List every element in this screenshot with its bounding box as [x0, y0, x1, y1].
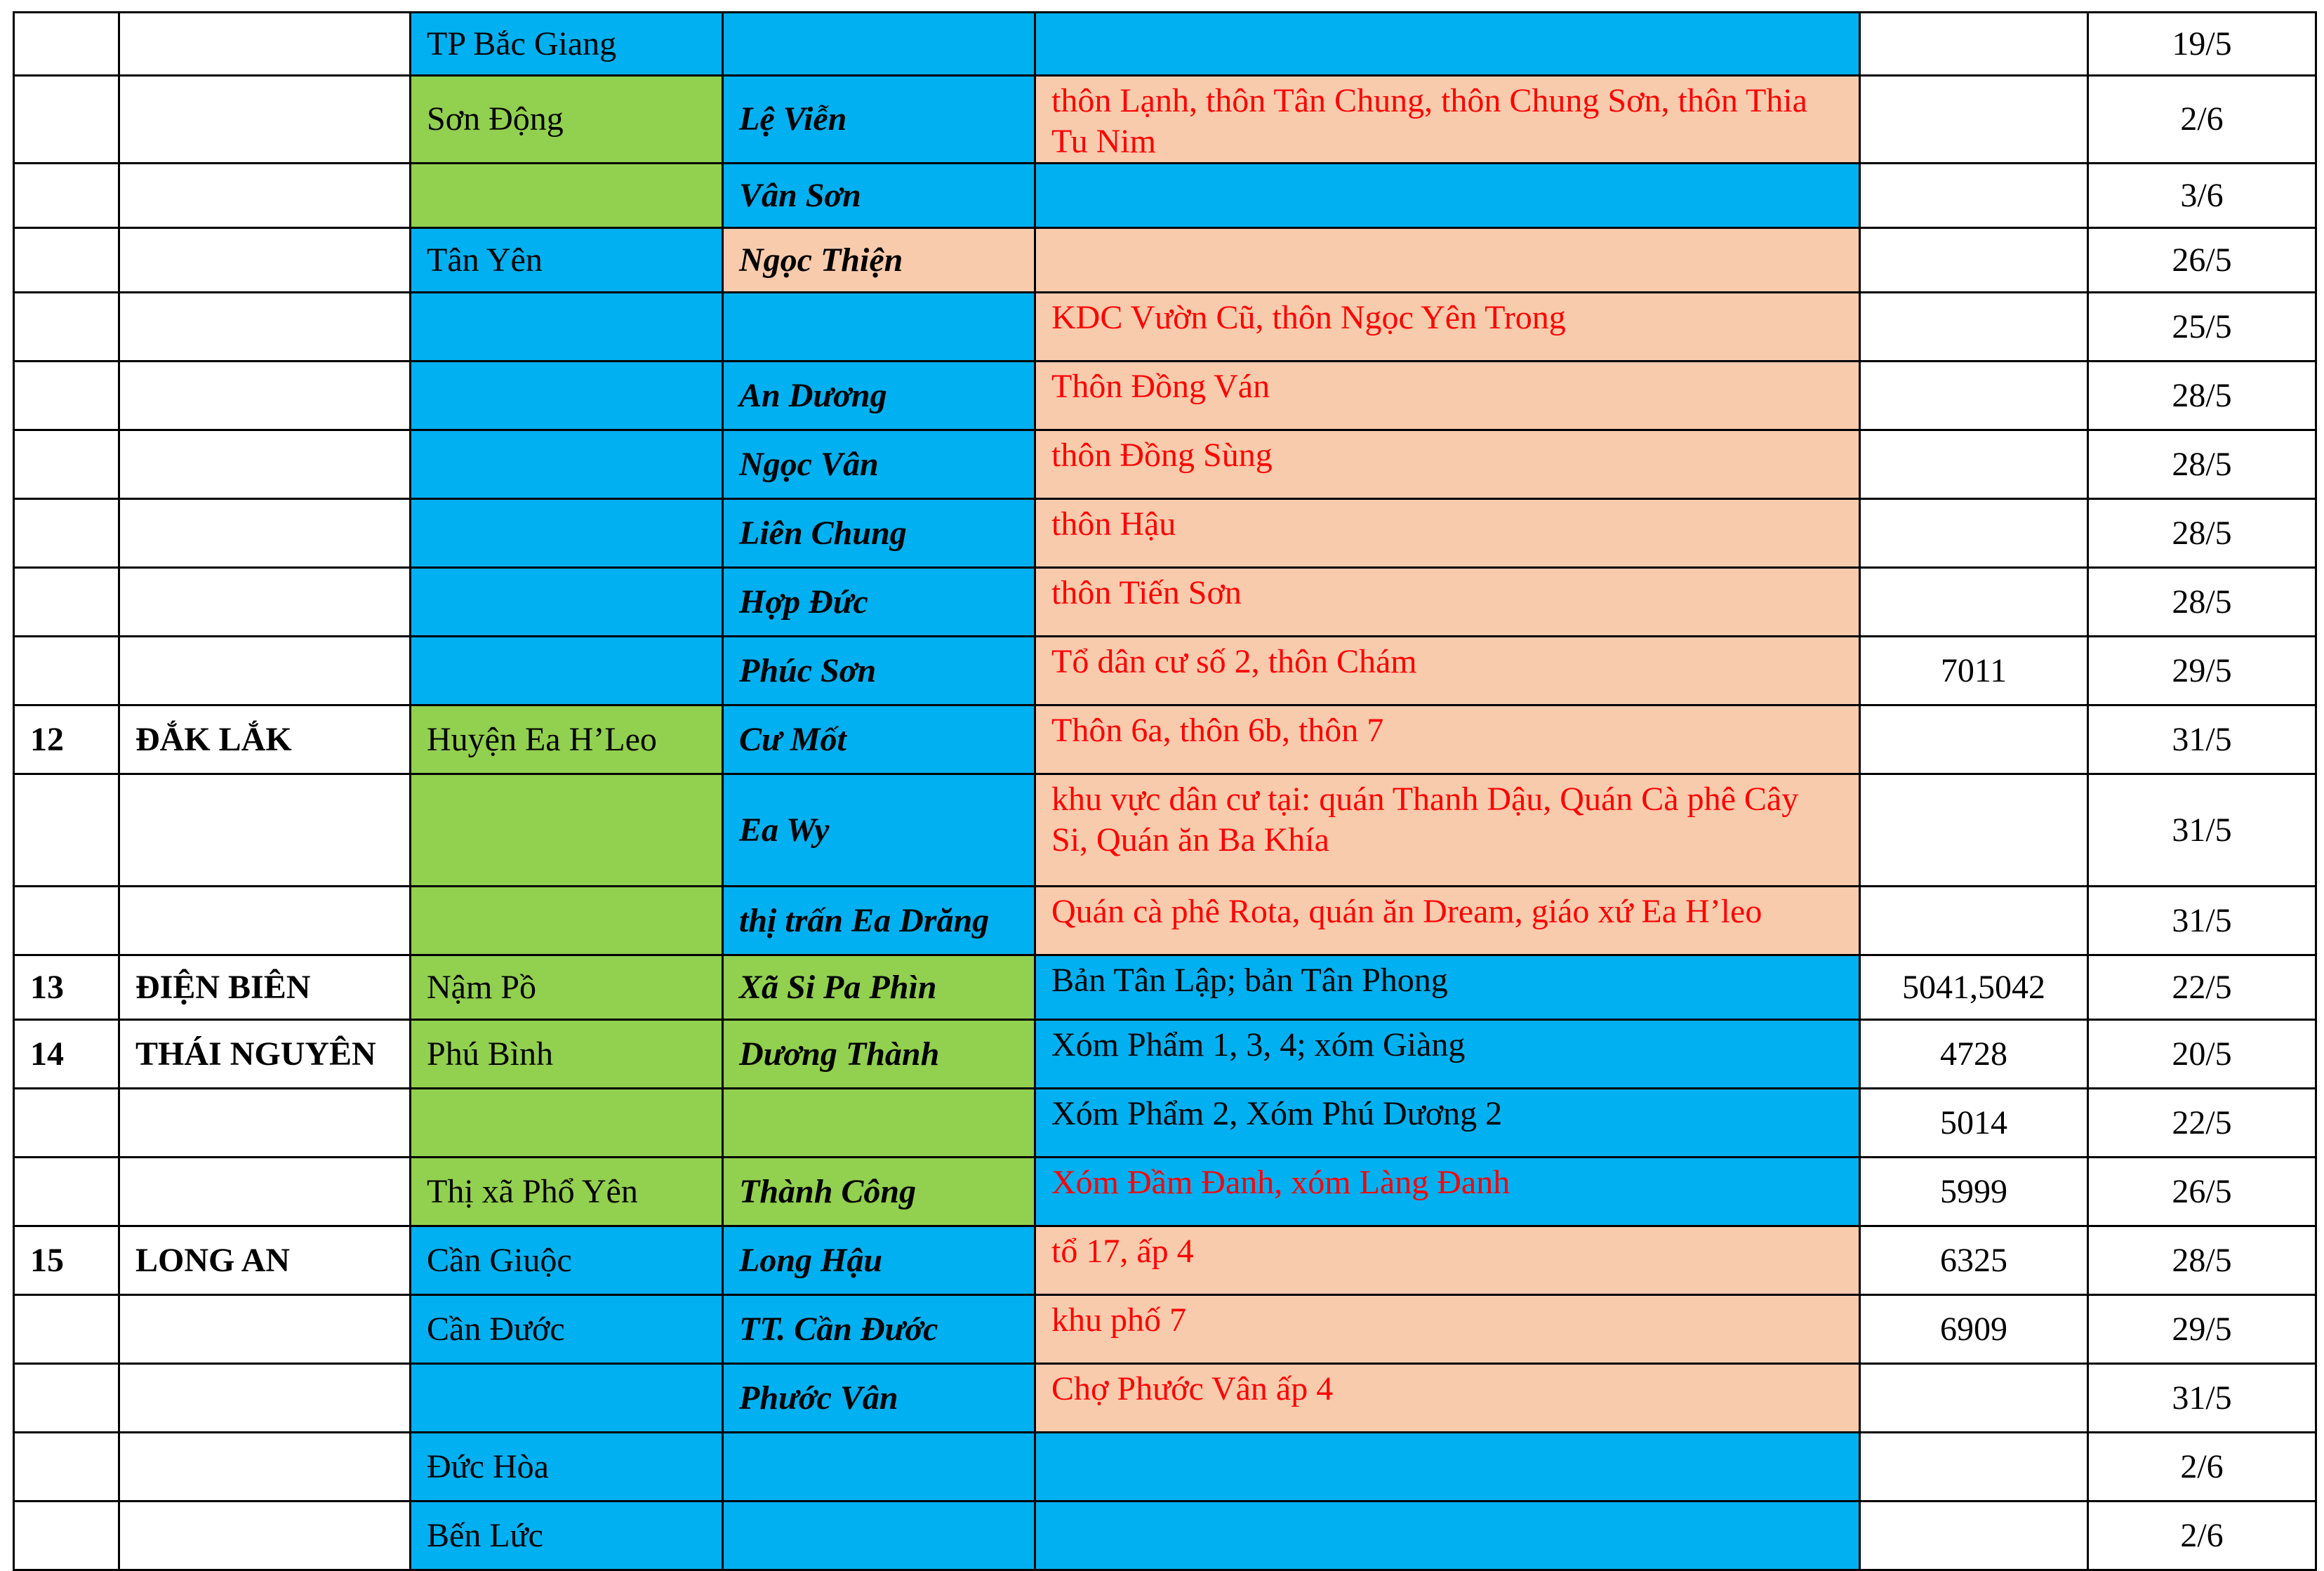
cell-locations: Tổ dân cư số 2, thôn Chám — [1035, 637, 1860, 705]
table-row — [14, 228, 2316, 293]
cell-province — [119, 1089, 411, 1158]
cell-locations: tổ 17, ấp 4 — [1035, 1226, 1860, 1295]
cell-case-code — [1860, 293, 2088, 362]
cell-commune: Ea Wy — [723, 774, 1035, 887]
cell-locations: Quán cà phê Rota, quán ăn Dream, giáo xứ Ea H’leo — [1035, 887, 1860, 955]
cell-commune — [723, 1089, 1035, 1158]
table-row — [14, 637, 2316, 705]
cell-date: 20/5 — [2088, 1020, 2316, 1089]
table-row — [14, 1089, 2316, 1158]
cell-case-code — [1860, 13, 2088, 76]
cell-commune: Dương Thành — [723, 1020, 1035, 1089]
cell-stt — [14, 568, 119, 637]
cell-date: 2/6 — [2088, 1502, 2316, 1570]
cell-province — [119, 76, 411, 164]
table-row — [14, 568, 2316, 637]
cell-locations: Xóm Đầm Đanh, xóm Làng Đanh — [1035, 1158, 1860, 1226]
cell-district: Tân Yên — [411, 228, 723, 293]
cell-date: 19/5 — [2088, 13, 2316, 76]
cell-date: 22/5 — [2088, 1089, 2316, 1158]
cell-commune: Ngọc Thiện — [723, 228, 1035, 293]
cell-stt — [14, 1089, 119, 1158]
table-row — [14, 362, 2316, 430]
cell-commune: Lệ Viễn — [723, 76, 1035, 164]
cell-date: 28/5 — [2088, 430, 2316, 499]
cell-district — [411, 568, 723, 637]
table-row — [14, 13, 2316, 76]
cell-case-code — [1860, 887, 2088, 955]
cell-district: Thị xã Phổ Yên — [411, 1158, 723, 1226]
table-row — [14, 1158, 2316, 1226]
cell-province: ĐIỆN BIÊN — [119, 955, 411, 1020]
cell-province — [119, 164, 411, 228]
cell-district — [411, 499, 723, 568]
cell-locations: KDC Vườn Cũ, thôn Ngọc Yên Trong — [1035, 293, 1860, 362]
table-row — [14, 955, 2316, 1020]
cell-stt — [14, 1364, 119, 1433]
cell-district: Cần Giuộc — [411, 1226, 723, 1295]
cell-date: 26/5 — [2088, 228, 2316, 293]
cell-province — [119, 1502, 411, 1570]
cell-stt — [14, 499, 119, 568]
cell-district — [411, 1364, 723, 1433]
cell-commune: Xã Si Pa Phìn — [723, 955, 1035, 1020]
cell-stt: 14 — [14, 1020, 119, 1089]
cell-commune: Thành Công — [723, 1158, 1035, 1226]
cell-commune: Liên Chung — [723, 499, 1035, 568]
cell-stt: 13 — [14, 955, 119, 1020]
cell-locations: Thôn Đồng Ván — [1035, 362, 1860, 430]
cell-province — [119, 1364, 411, 1433]
cell-district — [411, 164, 723, 228]
table-body — [14, 13, 2316, 1570]
cell-locations: thôn Lạnh, thôn Tân Chung, thôn Chung Sơn, thôn Thia Tu Nim — [1035, 76, 1860, 164]
cell-province — [119, 1295, 411, 1364]
cell-locations: thôn Hậu — [1035, 499, 1860, 568]
cell-case-code — [1860, 568, 2088, 637]
cell-district: Cần Đước — [411, 1295, 723, 1364]
cell-stt: 15 — [14, 1226, 119, 1295]
cell-district — [411, 293, 723, 362]
cell-province: ĐẮK LẮK — [119, 705, 411, 774]
cell-date: 28/5 — [2088, 499, 2316, 568]
cell-commune: Hợp Đức — [723, 568, 1035, 637]
cell-case-code — [1860, 362, 2088, 430]
cell-locations: khu phố 7 — [1035, 1295, 1860, 1364]
cell-stt — [14, 293, 119, 362]
cell-case-code: 4728 — [1860, 1020, 2088, 1089]
cell-district: Phú Bình — [411, 1020, 723, 1089]
table-row — [14, 1226, 2316, 1295]
cell-commune — [723, 1502, 1035, 1570]
cell-commune: Cư Mốt — [723, 705, 1035, 774]
cell-stt — [14, 1433, 119, 1502]
cell-locations: Bản Tân Lập; bản Tân Phong — [1035, 955, 1860, 1020]
cell-date: 26/5 — [2088, 1158, 2316, 1226]
cell-stt: 12 — [14, 705, 119, 774]
cell-province: THÁI NGUYÊN — [119, 1020, 411, 1089]
cell-date: 22/5 — [2088, 955, 2316, 1020]
cell-stt — [14, 164, 119, 228]
cell-province — [119, 13, 411, 76]
table-row — [14, 705, 2316, 774]
cell-commune: Phúc Sơn — [723, 637, 1035, 705]
cell-district: Huyện Ea H’Leo — [411, 705, 723, 774]
cell-locations — [1035, 228, 1860, 293]
table-row — [14, 1433, 2316, 1502]
cell-locations — [1035, 1502, 1860, 1570]
cell-case-code — [1860, 774, 2088, 887]
cell-date: 31/5 — [2088, 774, 2316, 887]
cell-commune — [723, 1433, 1035, 1502]
cell-commune: Vân Sơn — [723, 164, 1035, 228]
cell-province — [119, 430, 411, 499]
table-row — [14, 430, 2316, 499]
cell-commune — [723, 293, 1035, 362]
cell-commune — [723, 13, 1035, 76]
cell-locations: khu vực dân cư tại: quán Thanh Dậu, Quán Cà phê Cây Si, Quán ăn Ba Khía — [1035, 774, 1860, 887]
cell-district — [411, 887, 723, 955]
cell-province — [119, 293, 411, 362]
cell-commune: Ngọc Vân — [723, 430, 1035, 499]
cell-stt — [14, 774, 119, 887]
cell-locations — [1035, 164, 1860, 228]
cell-district — [411, 774, 723, 887]
table-row — [14, 1502, 2316, 1570]
cell-district: Nậm Pồ — [411, 955, 723, 1020]
table-row — [14, 1295, 2316, 1364]
cell-date: 29/5 — [2088, 1295, 2316, 1364]
outbreak-locations-table — [13, 11, 2317, 1571]
cell-date: 29/5 — [2088, 637, 2316, 705]
cell-locations: Chợ Phước Vân ấp 4 — [1035, 1364, 1860, 1433]
cell-commune: thị trấn Ea Drăng — [723, 887, 1035, 955]
cell-locations: thôn Tiến Sơn — [1035, 568, 1860, 637]
cell-stt — [14, 76, 119, 164]
table-row — [14, 164, 2316, 228]
table-row — [14, 1364, 2316, 1433]
cell-case-code — [1860, 499, 2088, 568]
cell-date: 31/5 — [2088, 1364, 2316, 1433]
cell-locations: Xóm Phẩm 1, 3, 4; xóm Giàng — [1035, 1020, 1860, 1089]
cell-date: 31/5 — [2088, 887, 2316, 955]
cell-commune: Phước Vân — [723, 1364, 1035, 1433]
cell-district: TP Bắc Giang — [411, 13, 723, 76]
cell-case-code — [1860, 705, 2088, 774]
cell-case-code: 6909 — [1860, 1295, 2088, 1364]
table-row — [14, 293, 2316, 362]
cell-case-code: 5999 — [1860, 1158, 2088, 1226]
cell-stt — [14, 1158, 119, 1226]
table-row — [14, 76, 2316, 164]
cell-commune: TT. Cần Đước — [723, 1295, 1035, 1364]
table-row — [14, 774, 2316, 887]
cell-commune: Long Hậu — [723, 1226, 1035, 1295]
cell-stt — [14, 13, 119, 76]
cell-locations: Thôn 6a, thôn 6b, thôn 7 — [1035, 705, 1860, 774]
cell-district: Bến Lức — [411, 1502, 723, 1570]
cell-district — [411, 430, 723, 499]
table-row — [14, 1020, 2316, 1089]
cell-locations: Xóm Phẩm 2, Xóm Phú Dương 2 — [1035, 1089, 1860, 1158]
cell-date: 2/6 — [2088, 76, 2316, 164]
cell-locations: thôn Đồng Sùng — [1035, 430, 1860, 499]
cell-date: 2/6 — [2088, 1433, 2316, 1502]
cell-date: 31/5 — [2088, 705, 2316, 774]
cell-district: Đức Hòa — [411, 1433, 723, 1502]
cell-case-code: 7011 — [1860, 637, 2088, 705]
cell-stt — [14, 637, 119, 705]
cell-date: 28/5 — [2088, 362, 2316, 430]
cell-locations — [1035, 1433, 1860, 1502]
cell-case-code — [1860, 228, 2088, 293]
cell-province: LONG AN — [119, 1226, 411, 1295]
cell-stt — [14, 887, 119, 955]
cell-case-code — [1860, 1433, 2088, 1502]
cell-commune: An Dương — [723, 362, 1035, 430]
cell-province — [119, 362, 411, 430]
table-row — [14, 887, 2316, 955]
cell-province — [119, 887, 411, 955]
cell-case-code — [1860, 1502, 2088, 1570]
cell-locations — [1035, 13, 1860, 76]
cell-district — [411, 1089, 723, 1158]
cell-province — [119, 568, 411, 637]
cell-date: 3/6 — [2088, 164, 2316, 228]
cell-case-code — [1860, 1364, 2088, 1433]
table-row — [14, 499, 2316, 568]
cell-province — [119, 1433, 411, 1502]
cell-case-code: 5041,5042 — [1860, 955, 2088, 1020]
cell-date: 28/5 — [2088, 1226, 2316, 1295]
cell-date: 28/5 — [2088, 568, 2316, 637]
cell-province — [119, 499, 411, 568]
cell-case-code: 5014 — [1860, 1089, 2088, 1158]
cell-case-code — [1860, 430, 2088, 499]
cell-case-code — [1860, 76, 2088, 164]
cell-province — [119, 637, 411, 705]
cell-province — [119, 1158, 411, 1226]
cell-province — [119, 228, 411, 293]
cell-stt — [14, 1502, 119, 1570]
cell-stt — [14, 1295, 119, 1364]
cell-district — [411, 362, 723, 430]
cell-province — [119, 774, 411, 887]
cell-stt — [14, 362, 119, 430]
cell-case-code — [1860, 164, 2088, 228]
cell-case-code: 6325 — [1860, 1226, 2088, 1295]
cell-stt — [14, 228, 119, 293]
cell-stt — [14, 430, 119, 499]
cell-date: 25/5 — [2088, 293, 2316, 362]
cell-district: Sơn Động — [411, 76, 723, 164]
cell-district — [411, 637, 723, 705]
